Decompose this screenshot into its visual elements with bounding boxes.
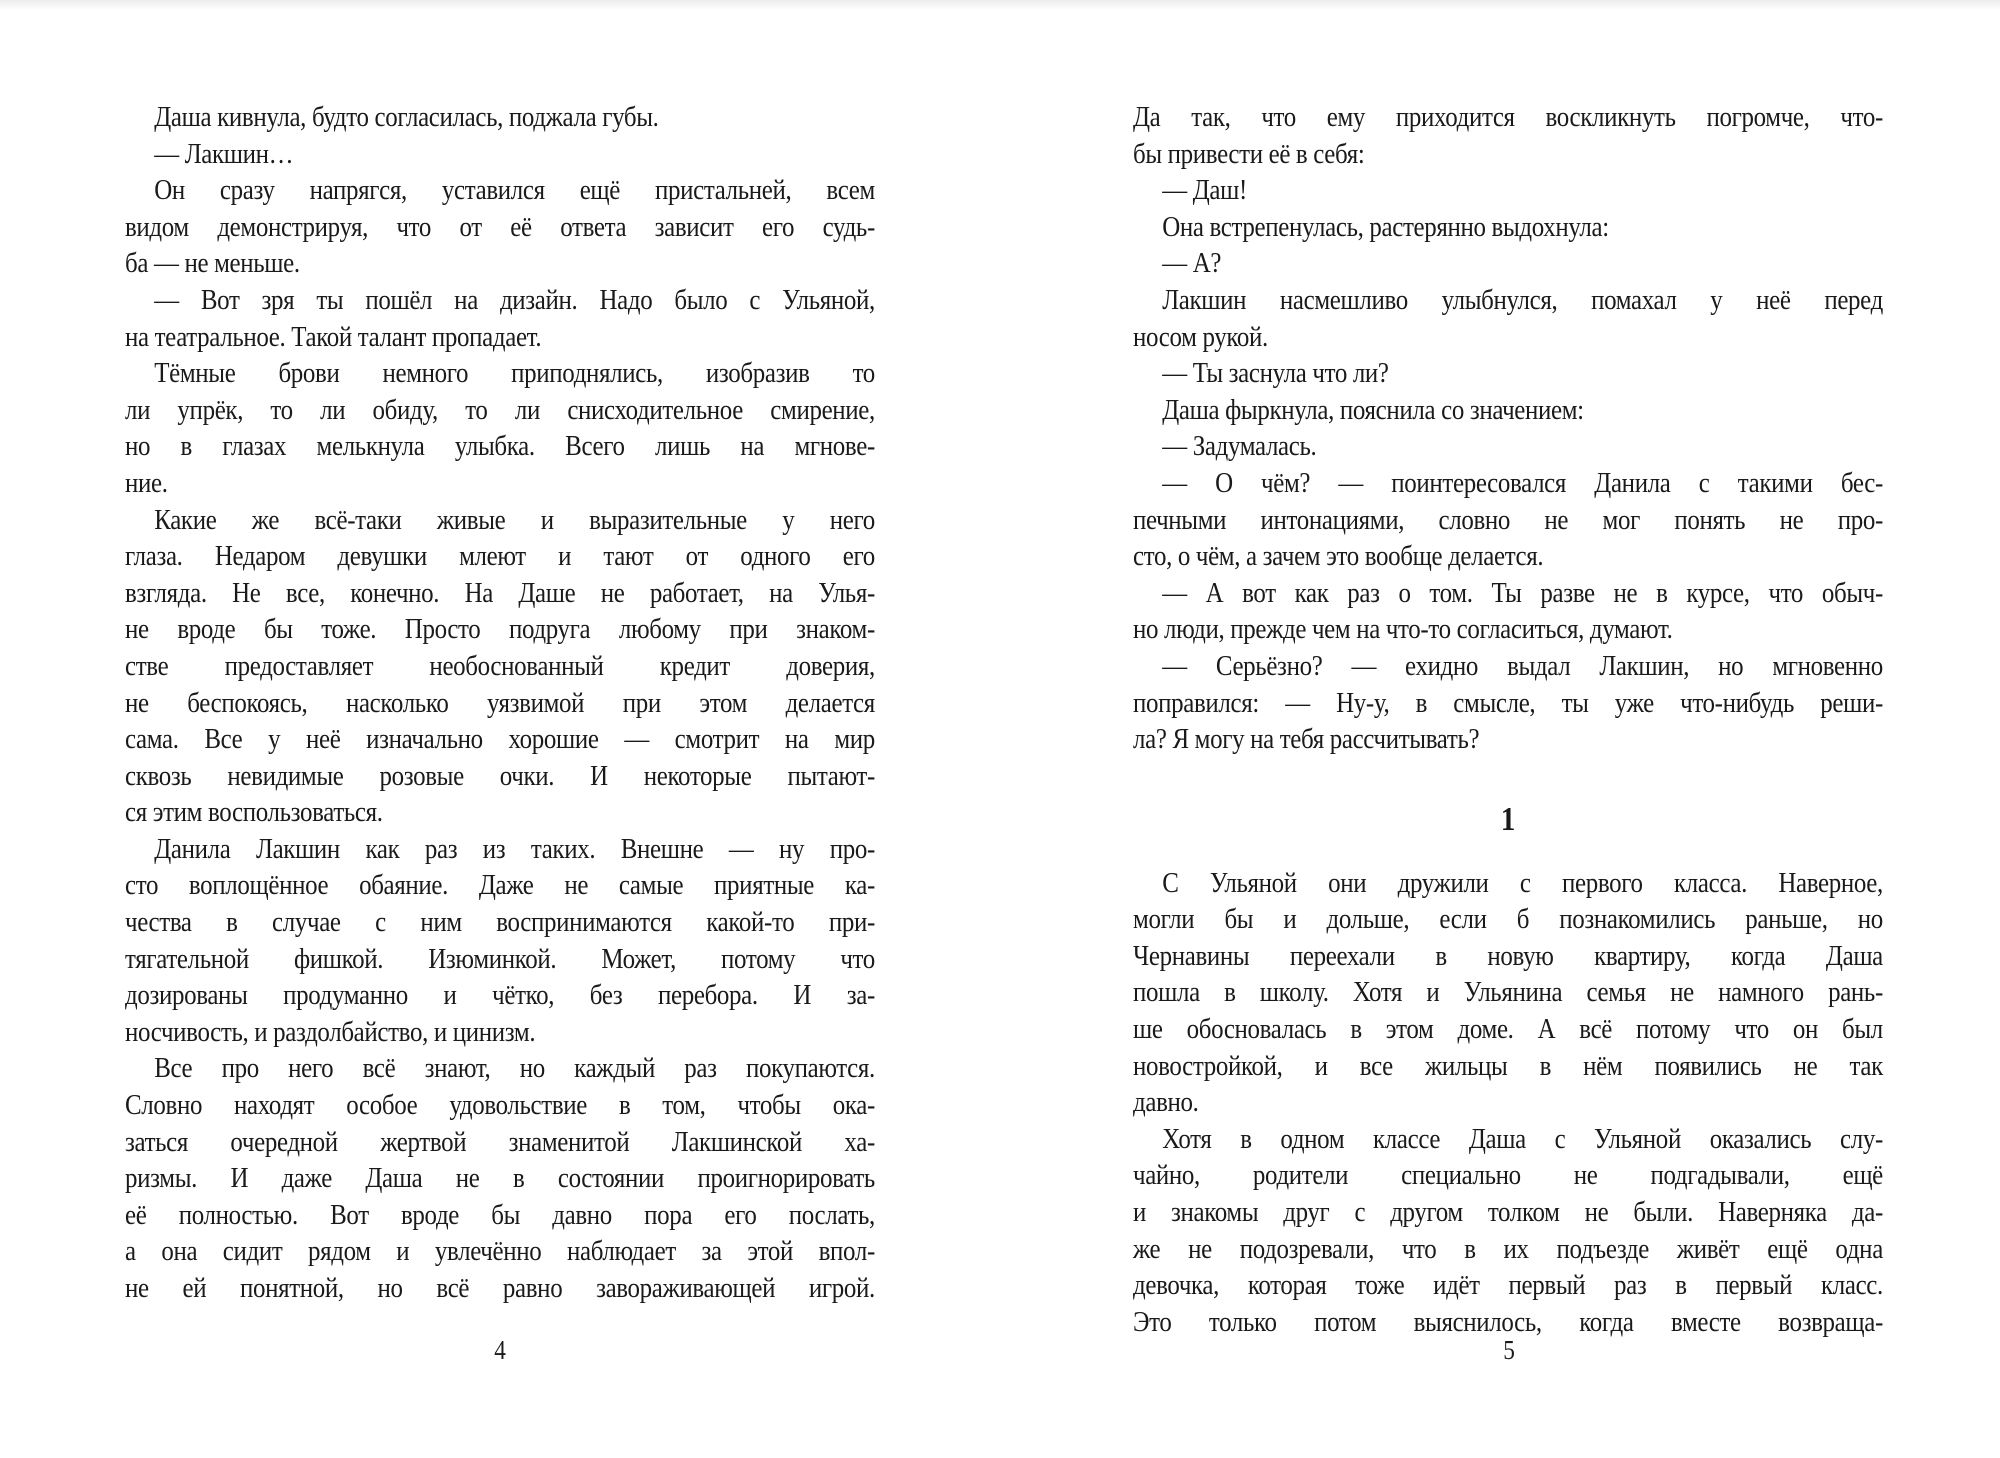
text-line: — Даш! [1162, 174, 1247, 207]
text-line: ризмы. И даже Даша не в состоянии проигнорировать [125, 1162, 875, 1195]
text-line: давно. [1133, 1086, 1199, 1119]
text-line: Даша фыркнула, пояснила со значением: [1162, 393, 1584, 426]
text-line: Лакшин насмешливо улыбнулся, помахал у неё перед [1162, 283, 1883, 316]
text-line: же не подозревали, что в их подъезде живёт ещё одна [1133, 1232, 1883, 1265]
text-line: носчивость, и раздолбайство, и цинизм. [125, 1015, 536, 1048]
text-line: Даша кивнула, будто согласилась, поджала губы. [154, 101, 659, 133]
text-line: но люди, прежде чем на что-то согласиться, думают. [1133, 613, 1673, 646]
text-line: сама. Все у неё изначально хорошие — смотрит на мир [125, 723, 875, 756]
chapter-heading: 1 [1500, 800, 1516, 838]
text-line: чайно, родители специально не подгадывали, ещё [1133, 1159, 1883, 1192]
right-page-text [1133, 99, 1883, 1340]
text-line: — Серьёзно? — ехидно выдал Лакшин, но мгновенно [1162, 649, 1883, 682]
text-line: — О чём? — поинтересовался Данила с такими бес- [1162, 466, 1883, 499]
text-line: ше обосновалась в этом доме. А всё потому что он был [1133, 1013, 1883, 1046]
text-line: и знакомы друг с другом толком не были. Наверняка да- [1133, 1196, 1883, 1229]
text-line: ла? Я могу на тебя рассчитывать? [1133, 723, 1480, 756]
text-line: девочка, которая тоже идёт первый раз в первый класс. [1133, 1269, 1883, 1302]
text-line: не вроде бы тоже. Просто подруга любому при знаком- [125, 613, 875, 646]
text-line: новостройкой, и все жильцы в нём появились не так [1133, 1049, 1883, 1082]
text-line: видом демонстрируя, что от её ответа зависит его судь- [125, 210, 875, 243]
text-line: ли упрёк, то ли обиду, то ли снисходительное смирение, [125, 393, 875, 426]
text-line: — А? [1162, 247, 1222, 280]
text-line: Словно находят особое удовольствие в том, чтобы ока- [125, 1089, 875, 1122]
text-line: могли бы и дольше, если б познакомились раньше, но [1133, 903, 1883, 936]
text-line: Данила Лакшин как раз из таких. Внешне — ну про- [154, 832, 875, 865]
page-number-right: 5 [1503, 1335, 1515, 1365]
text-line: ба — не меньше. [125, 247, 300, 280]
text-line: Он сразу напрягся, уставился ещё пристальней, всем [154, 174, 875, 207]
text-line: сто воплощённое обаяние. Даже не самые приятные ка- [125, 869, 875, 902]
text-line: печными интонациями, словно не мог понять не про- [1133, 503, 1883, 536]
text-line: сквозь невидимые розовые очки. И некоторые пытают- [125, 759, 875, 792]
text-line: её полностью. Вот вроде бы давно пора его послать, [125, 1198, 875, 1231]
page-number-left: 4 [494, 1335, 506, 1365]
text-line: тягательной фишкой. Изюминкой. Может, потому что [125, 942, 875, 975]
text-line: пошла в школу. Хотя и Ульянина семья не намного рань- [1133, 976, 1883, 1009]
text-line: Тёмные брови немного приподнялись, изобразив то [154, 357, 875, 390]
text-line: Чернавины переехали в новую квартиру, когда Даша [1133, 939, 1883, 972]
text-line: ся этим воспользоваться. [125, 796, 383, 829]
text-line: не ей понятной, но всё равно завораживающей игрой. [125, 1272, 875, 1304]
text-line: Какие же всё-таки живые и выразительные у него [154, 503, 875, 536]
text-line: ние. [125, 466, 168, 499]
text-line: стве предоставляет необоснованный кредит доверия, [125, 649, 875, 682]
text-line: чества в случае с ним воспринимаются какой-то при- [125, 906, 875, 939]
text-line: — Лакшин… [154, 137, 294, 170]
text-line: — Задумалась. [1162, 430, 1317, 463]
left-page-text [125, 99, 875, 1307]
text-line: глаза. Недаром девушки млеют и тают от одного его [125, 540, 875, 573]
text-line: Все про него всё знают, но каждый раз покупаются. [154, 1052, 875, 1085]
text-line: поправился: — Ну-у, в смысле, ты уже что-нибудь реши- [1133, 686, 1883, 719]
text-line: Она встрепенулась, растерянно выдохнула: [1162, 210, 1609, 243]
chapter-spacing [1133, 758, 1883, 793]
text-line: — А вот как раз о том. Ты разве не в курсе, что обыч- [1162, 576, 1883, 609]
text-line: бы привести её в себя: [1133, 137, 1365, 170]
text-line: не беспокоясь, насколько уязвимой при этом делается [125, 686, 875, 719]
text-line: — Ты заснула что ли? [1162, 357, 1389, 390]
text-line: на театральное. Такой талант пропадает. [125, 320, 542, 353]
text-line: дозированы продуманно и чётко, без перебора. И за- [125, 979, 875, 1012]
text-line: сто, о чём, а зачем это вообще делается. [1133, 540, 1544, 573]
text-line: взгляда. Не все, конечно. На Даше не работает, на Улья- [125, 576, 875, 609]
text-line: а она сидит рядом и увлечённо наблюдает за этой впол- [125, 1235, 875, 1268]
right-page [1000, 0, 2000, 1458]
text-line: заться очередной жертвой знаменитой Лакшинской ха- [125, 1125, 875, 1158]
text-line: — Вот зря ты пошёл на дизайн. Надо было с Ульяной, [154, 283, 875, 316]
text-line: Это только потом выяснилось, когда вместе возвраща- [1133, 1305, 1883, 1338]
chapter-spacing [1133, 847, 1883, 865]
text-line: Хотя в одном классе Даша с Ульяной оказались слу- [1162, 1122, 1883, 1155]
text-line: но в глазах мелькнула улыбка. Всего лишь на мгнове- [125, 430, 875, 463]
text-line: Да так, что ему приходится воскликнуть погромче, что- [1133, 101, 1883, 133]
text-line: носом рукой. [1133, 320, 1268, 353]
text-line: С Ульяной они дружили с первого класса. Наверное, [1162, 866, 1883, 899]
